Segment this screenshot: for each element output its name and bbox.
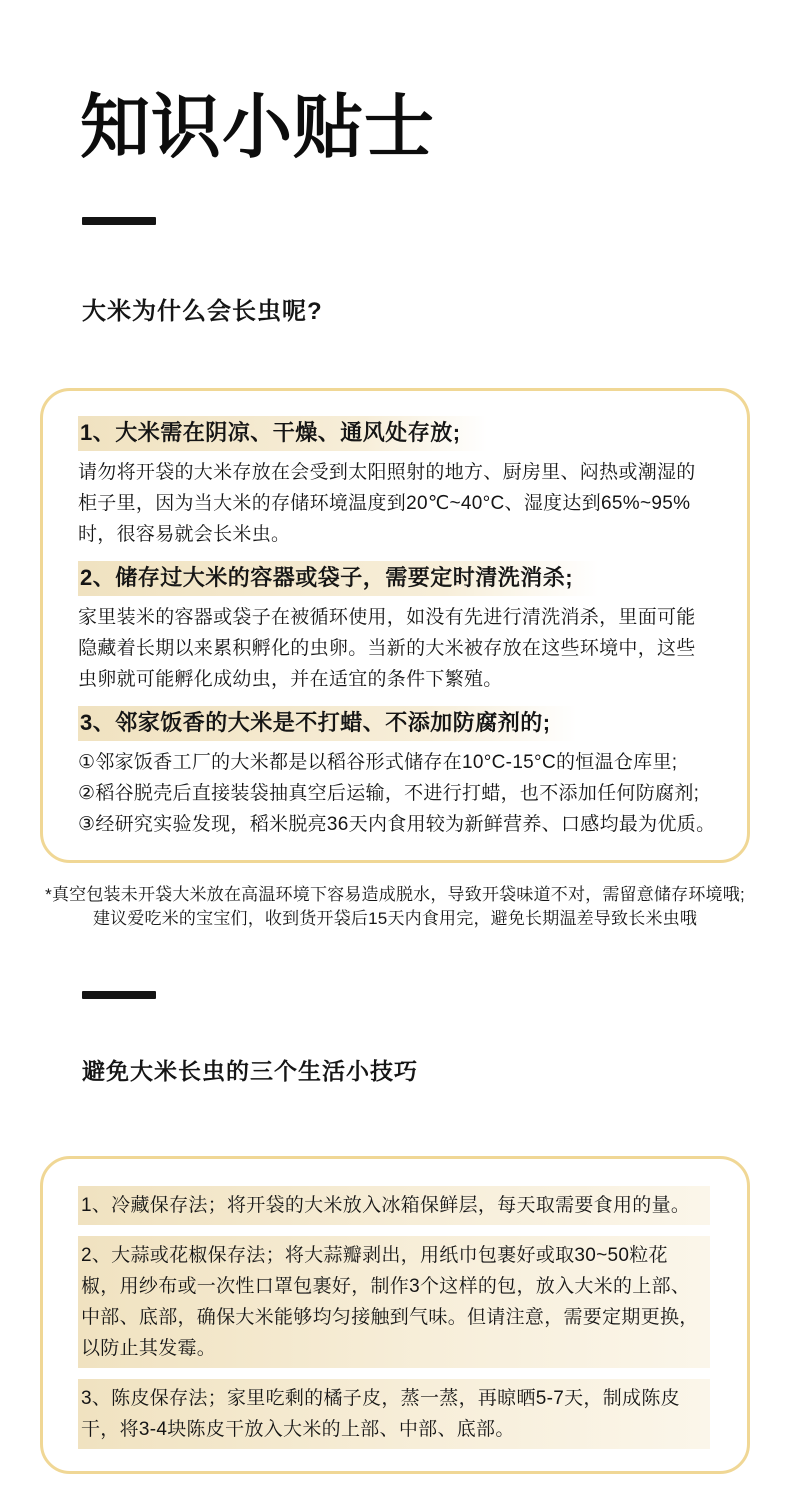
knowledge-tip-1-body: 请勿将开袋的大米存放在会受到太阳照射的地方、厨房里、闷热或潮湿的柜子里，因为当大米的存储环境温度到20℃~40°C、湿度达到65%~95%时，很容易就会长米虫。 <box>78 461 696 545</box>
knowledge-tip-3-heading: 3、邻家饭香的大米是不打蜡、不添加防腐剂的; <box>78 706 577 741</box>
life-tricks-box <box>40 1156 750 1474</box>
knowledge-tip-2-heading: 2、储存过大米的容器或袋子，需要定时清洗消杀; <box>78 561 599 596</box>
section1-question-heading: 大米为什么会长虫呢? <box>82 297 323 325</box>
knowledge-tip-2-body: 家里装米的容器或袋子在被循环使用，如没有先进行清洗消杀，里面可能隐藏着长期以来累积孵化的虫卵。当新的大米被存放在这些环境中，这些虫卵就可能孵化成幼虫，并在适宜的条件下繁殖。 <box>78 606 696 690</box>
section2-heading: 避免大米长虫的三个生活小技巧 <box>82 1057 418 1084</box>
storage-note-line-2: 建议爱吃米的宝宝们，收到货开袋后15天内食用完，避免长期温差导致长米虫哦 <box>92 908 698 928</box>
knowledge-tip-3-body <box>78 747 724 840</box>
knowledge-tip-1 <box>78 416 710 550</box>
knowledge-tip-3-line-2: ②稻谷脱壳后直接装袋抽真空后运输，不进行打蜡，也不添加任何防腐剂; <box>78 782 700 804</box>
knowledge-tip-3-line-3: ③经研究实验发现，稻米脱亮36天内食用较为新鲜营养、口感均最为优质。 <box>78 813 716 835</box>
knowledge-tip-3 <box>78 706 716 840</box>
divider-dash <box>82 217 156 225</box>
knowledge-tip-2 <box>78 561 710 695</box>
life-trick-3: 3、陈皮保存法；家里吃剩的橘子皮，蒸一蒸，再晾晒5-7天，制成陈皮干，将3-4块陈皮干放入大米的上部、中部、底部。 <box>78 1379 710 1449</box>
life-trick-2: 2、大蒜或花椒保存法；将大蒜瓣剥出，用纸巾包裹好或取30~50粒花椒，用纱布或一次性口罩包裹好，制作3个这样的包，放入大米的上部、中部、底部，确保大米能够均匀接触到气味。但请注意，需要定期更换，以防止其发霉。 <box>78 1236 710 1368</box>
storage-note <box>0 883 790 931</box>
storage-note-line-1: *真空包装未开袋大米放在高温环境下容易造成脱水，导致开袋味道不对，需留意储存环境哦; <box>45 884 745 904</box>
knowledge-box <box>40 388 750 863</box>
knowledge-tip-3-line-1: ①邻家饭香工厂的大米都是以稻谷形式储存在10°C-15°C的恒温仓库里; <box>78 751 678 773</box>
page-title: 知识小贴士 <box>80 88 435 166</box>
divider-dash <box>82 991 156 999</box>
life-trick-1: 1、冷藏保存法；将开袋的大米放入冰箱保鲜层，每天取需要食用的量。 <box>78 1186 710 1225</box>
knowledge-tip-1-heading: 1、大米需在阴凉、干燥、通风处存放; <box>78 416 487 451</box>
